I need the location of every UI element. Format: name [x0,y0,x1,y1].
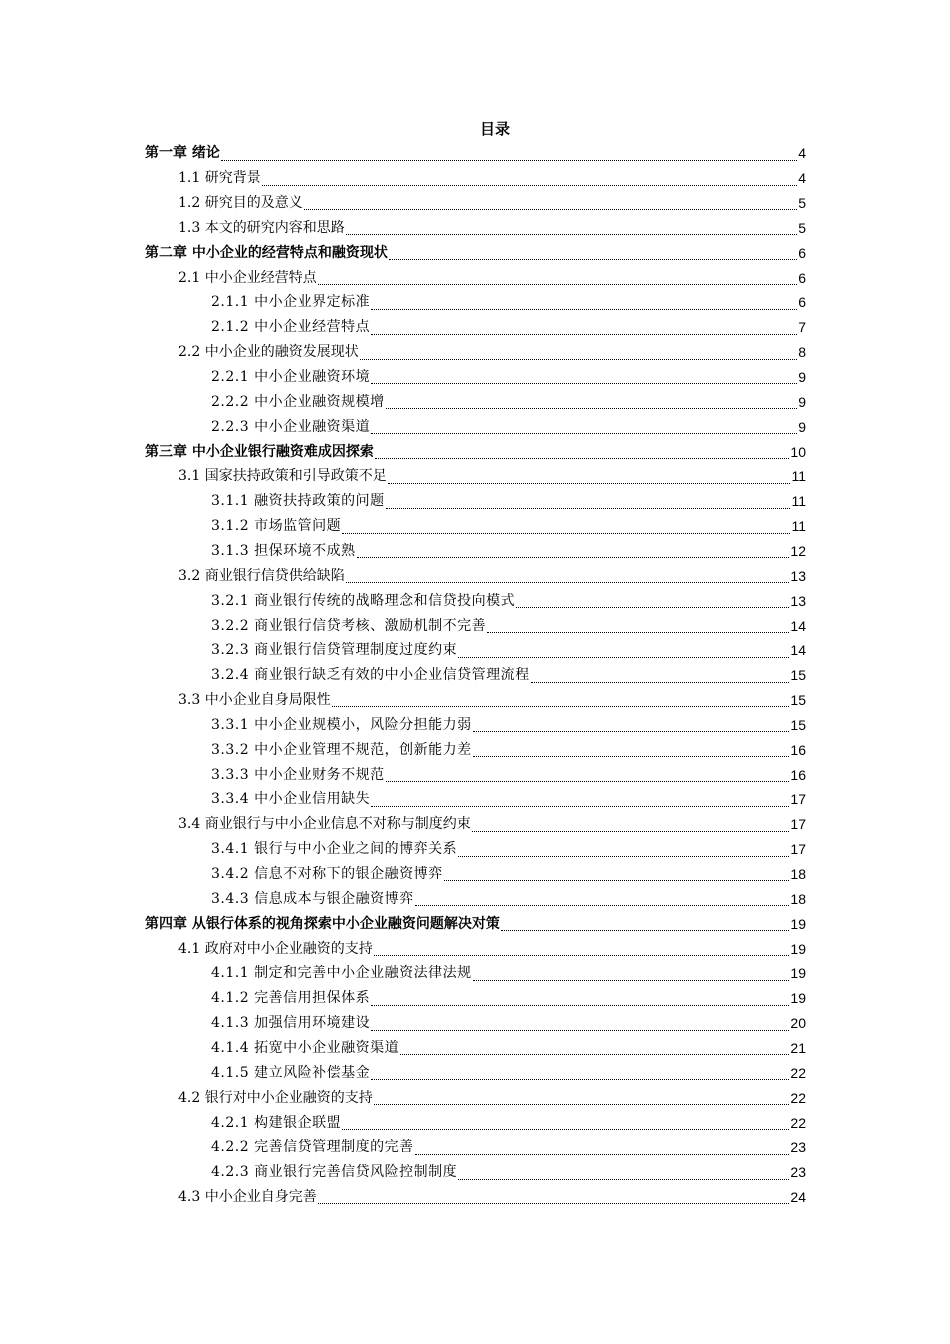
toc-entry-title: 4.2.2 完善信贷管理制度的完善 [211,1139,414,1156]
toc-entry-level3[interactable] [211,539,806,564]
toc-entry-title: 3.2.4 商业银行缺乏有效的中小企业信贷管理流程 [211,667,530,684]
toc-entry-page-number: 19 [790,915,806,932]
toc-entry-title: 3.4.2 信息不对称下的银企融资博弈 [211,866,443,883]
dot-leader [318,284,797,285]
toc-entry-page-number: 18 [790,866,806,883]
toc-entry-title: 2.2.3 中小企业融资渠道 [211,418,371,435]
toc-entry-title: 2.2.2 中小企业融资规模增 [211,393,385,410]
toc-entry-level3[interactable] [211,837,806,862]
toc-entry-level3[interactable] [211,1135,806,1160]
dot-leader [374,1104,790,1105]
toc-entry-title: 2.2.1 中小企业融资环境 [211,369,371,386]
toc-entry-page-number: 9 [798,369,806,386]
toc-entry-level3[interactable] [211,315,806,340]
toc-entry-title: 3.2.2 商业银行信贷考核、激励机制不完善 [211,617,487,634]
dot-leader [386,781,790,782]
toc-entry-page-number: 11 [791,518,806,535]
toc-entry-page-number: 9 [798,393,806,410]
toc-entry-page-number: 5 [798,195,806,212]
toc-entry-level2[interactable] [178,216,806,241]
toc-entry-page-number: 6 [798,269,806,286]
toc-entry-level2[interactable] [178,688,806,713]
toc-entry-title: 第四章 从银行体系的视角探索中小企业融资问题解决对策 [145,915,500,932]
toc-entry-level2[interactable] [178,166,806,191]
toc-entry-title: 3.1 国家扶持政策和引导政策不足 [178,468,387,485]
toc-entry-level3[interactable] [211,588,806,613]
dot-leader [386,408,798,409]
dot-leader [371,1005,789,1006]
toc-entry-page-number: 10 [790,443,806,460]
toc-entry-level3[interactable] [211,787,806,812]
toc-entry-page-number: 9 [798,418,806,435]
toc-entry-title: 4.2 银行对中小企业融资的支持 [178,1089,373,1106]
toc-entry-page-number: 22 [790,1089,806,1106]
toc-entry-level2[interactable] [178,191,806,216]
toc-entry-page-number: 15 [790,692,806,709]
toc-entry-page-number: 23 [790,1139,806,1156]
toc-entry-level3[interactable] [211,1011,806,1036]
toc-entry-title: 3.2.1 商业银行传统的战略理念和信贷投向模式 [211,592,516,609]
toc-entry-page-number: 13 [790,567,806,584]
dot-leader [221,160,797,161]
dot-leader [375,458,790,459]
toc-entry-page-number: 4 [798,145,806,162]
toc-entry-title: 3.3.3 中小企业财务不规范 [211,766,385,783]
dot-leader [304,209,797,210]
toc-entry-page-number: 19 [790,965,806,982]
dot-leader [262,185,797,186]
dot-leader [516,607,789,608]
toc-entry-page-number: 5 [798,219,806,236]
dot-leader [386,508,791,509]
toc-entry-level3[interactable] [211,737,806,762]
toc-entry-title: 4.2.3 商业银行完善信贷风险控制制度 [211,1164,458,1181]
toc-entry-page-number: 17 [790,841,806,858]
toc-entry-level2[interactable] [178,936,806,961]
toc-entry-level3[interactable] [211,961,806,986]
toc-entry-title: 3.1.2 市场监管问题 [211,518,342,535]
toc-entry-level1[interactable] [145,141,806,166]
toc-entry-level2[interactable] [178,563,806,588]
toc-entry-page-number: 17 [790,791,806,808]
toc-entry-level3[interactable] [211,1110,806,1135]
dot-leader [371,1030,789,1031]
toc-entry-page-number: 11 [791,468,806,485]
toc-entry-page-number: 11 [791,493,806,510]
toc-entry-title: 3.2.3 商业银行信贷管理制度过度约束 [211,642,458,659]
toc-entry-page-number: 17 [790,816,806,833]
toc-entry-title: 3.4 商业银行与中小企业信息不对称与制度约束 [178,816,471,833]
toc-entry-level3[interactable] [211,414,806,439]
toc-entry-page-number: 20 [790,1015,806,1032]
dot-leader [371,309,797,310]
toc-entry-title: 1.3 本文的研究内容和思路 [178,219,345,236]
toc-entry-title: 3.3.1 中小企业规模小，风险分担能力弱 [211,716,472,733]
page-title: 目录 [479,120,510,138]
toc-entry-page-number: 6 [798,244,806,261]
toc-entry-title: 3.3 中小企业自身局限性 [178,692,331,709]
toc-entry-level3[interactable] [211,613,806,638]
toc-entry-level3[interactable] [211,663,806,688]
dot-leader [531,682,790,683]
toc-entry-title: 3.2 商业银行信贷供给缺陷 [178,567,345,584]
toc-entry-level2[interactable] [178,1185,806,1210]
toc-entry-page-number: 21 [790,1039,806,1056]
toc-entry-title: 4.1.5 建立风险补偿基金 [211,1064,371,1081]
toc-entry-title: 2.1.2 中小企业经营特点 [211,319,371,336]
toc-entry-level2[interactable] [178,464,806,489]
toc-entry-title: 1.2 研究目的及意义 [178,195,303,212]
toc-entry-title: 3.1.3 担保环境不成熟 [211,542,356,559]
toc-entry-page-number: 14 [790,642,806,659]
toc-entry-page-number: 14 [790,617,806,634]
toc-entry-title: 第二章 中小企业的经营特点和融资现状 [145,244,388,261]
dot-leader [415,1154,790,1155]
toc-entry-page-number: 16 [790,741,806,758]
toc-entry-title: 4.2.1 构建银企联盟 [211,1114,342,1131]
toc-entry-page-number: 15 [790,716,806,733]
toc-entry-page-number: 12 [790,542,806,559]
dot-leader [332,706,790,707]
toc-entry-level3[interactable] [211,365,806,390]
dot-leader [360,359,797,360]
toc-entry-title: 第一章 绪论 [145,145,220,162]
toc-entry-page-number: 19 [790,940,806,957]
dot-leader [318,1203,790,1204]
toc-entry-title: 3.4.3 信息成本与银企融资博弈 [211,890,414,907]
toc-entry-title: 3.3.4 中小企业信用缺失 [211,791,371,808]
dot-leader [501,930,790,931]
toc-entry-page-number: 18 [790,890,806,907]
toc-entry-title: 2.1 中小企业经营特点 [178,269,317,286]
toc-entry-level3[interactable] [211,290,806,315]
toc-entry-level1[interactable] [145,439,806,464]
toc-entry-page-number: 7 [798,319,806,336]
toc-entry-page-number: 19 [790,990,806,1007]
dot-leader [400,1054,789,1055]
dot-leader [473,980,790,981]
toc-entry-level3[interactable] [211,986,806,1011]
toc-entry-title: 2.1.1 中小企业界定标准 [211,294,371,311]
dot-leader [389,259,797,260]
toc-entry-title: 4.1.2 完善信用担保体系 [211,990,371,1007]
dot-leader [458,856,789,857]
toc-entry-title: 3.3.2 中小企业管理不规范，创新能力差 [211,741,472,758]
toc-entry-page-number: 22 [790,1114,806,1131]
toc-entry-level3[interactable] [211,762,806,787]
toc-entry-level3[interactable] [211,887,806,912]
toc-entry-page-number: 6 [798,294,806,311]
toc-entry-level3[interactable] [211,862,806,887]
toc-entry-page-number: 16 [790,766,806,783]
toc-entry-title: 4.1.4 拓宽中小企业融资渠道 [211,1039,400,1056]
toc-entry-title: 3.4.1 银行与中小企业之间的博弈关系 [211,841,458,858]
toc-entry-level3[interactable] [211,489,806,514]
dot-leader [444,880,790,881]
toc-entry-page-number: 23 [790,1164,806,1181]
dot-leader [458,657,789,658]
toc-entry-level3[interactable] [211,713,806,738]
dot-leader [371,433,797,434]
toc-entry-page-number: 4 [798,170,806,187]
toc-entry-level2[interactable] [178,1085,806,1110]
dot-leader [374,955,790,956]
dot-leader [342,1129,789,1130]
toc-entry-page-number: 15 [790,667,806,684]
dot-leader [346,234,797,235]
dot-leader [357,557,790,558]
dot-leader [371,806,789,807]
dot-leader [473,756,790,757]
toc-entry-level3[interactable] [211,1060,806,1085]
dot-leader [487,632,789,633]
toc-entry-level3[interactable] [211,638,806,663]
toc-entry-title: 1.1 研究背景 [178,170,261,187]
dot-leader [472,831,790,832]
dot-leader [458,1179,789,1180]
toc-entry-page-number: 22 [790,1064,806,1081]
dot-leader [388,483,791,484]
dot-leader [371,383,797,384]
toc-entry-title: 4.3 中小企业自身完善 [178,1189,317,1206]
dot-leader [346,582,790,583]
toc-entry-level3[interactable] [211,514,806,539]
toc-entry-page-number: 24 [790,1189,806,1206]
toc-entry-title: 第三章 中小企业银行融资难成因探索 [145,443,374,460]
toc-entry-title: 4.1.3 加强信用环境建设 [211,1015,371,1032]
dot-leader [473,731,790,732]
toc-entry-title: 4.1.1 制定和完善中小企业融资法律法规 [211,965,472,982]
toc-entry-level2[interactable] [178,265,806,290]
toc-entry-page-number: 8 [798,344,806,361]
dot-leader [415,905,790,906]
toc-entry-title: 3.1.1 融资扶持政策的问题 [211,493,385,510]
toc-entry-level1[interactable] [145,240,806,265]
dot-leader [371,334,797,335]
toc-entry-level1[interactable] [145,911,806,936]
toc-entry-level3[interactable] [211,1036,806,1061]
toc-entry-level2[interactable] [178,340,806,365]
dot-leader [371,1079,789,1080]
toc-entry-level3[interactable] [211,1160,806,1185]
toc-entry-page-number: 13 [790,592,806,609]
toc-entry-title: 2.2 中小企业的融资发展现状 [178,344,359,361]
dot-leader [342,533,790,534]
toc-entry-title: 4.1 政府对中小企业融资的支持 [178,940,373,957]
toc-entry-level3[interactable] [211,390,806,415]
toc-entry-level2[interactable] [178,812,806,837]
